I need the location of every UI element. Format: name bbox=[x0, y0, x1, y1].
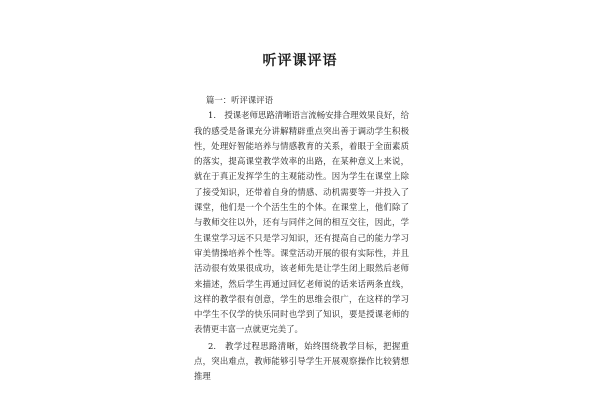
paragraph-2: 2. 教学过程思路清晰，始终围绕教学目标，把握重点，突出难点，教师能够引导学生开展观察操作比较猜想推理 bbox=[194, 340, 409, 382]
section-heading: 篇一：听评课评语 bbox=[206, 95, 273, 105]
paragraph-1: 1. 授课老师思路清晰语言流畅安排合理效果良好，给我的感受是备课充分讲解精辟重点突出善于调动学生积极性，处理好智能培养与情感教育的关系，着眼于全面素质的落实，提高课堂教学效率的出路，在某种意义上来说，就在于真正发挥学生的主观能动性。因为学生在课堂上除了接受知识，还带着自身的情感、动机需要等一并投入了课堂，他们是一个个活生生的个体。在课堂上，他们除了与教师交往以外，还有与同伴之间的相互交往，因此，学生课堂学习远不只是学习知识，还有提高自己的能力学习审美情操培养个性等。课堂活动开展的很有实际性，并且活动很有效果很成功，该老师先是让学生闭上眼然后老师来描述，然后学生再通过回忆老师说的话来话两条直线，这样的教学很有创意，学生的思维会很广，在这样的学习中学生不仅学的快乐同时也学到了知识，要是授课老师的表情更丰富一点就更完美了。 bbox=[194, 110, 409, 335]
document-title: 听评课评语 bbox=[262, 53, 338, 69]
document-body bbox=[194, 93, 409, 385]
